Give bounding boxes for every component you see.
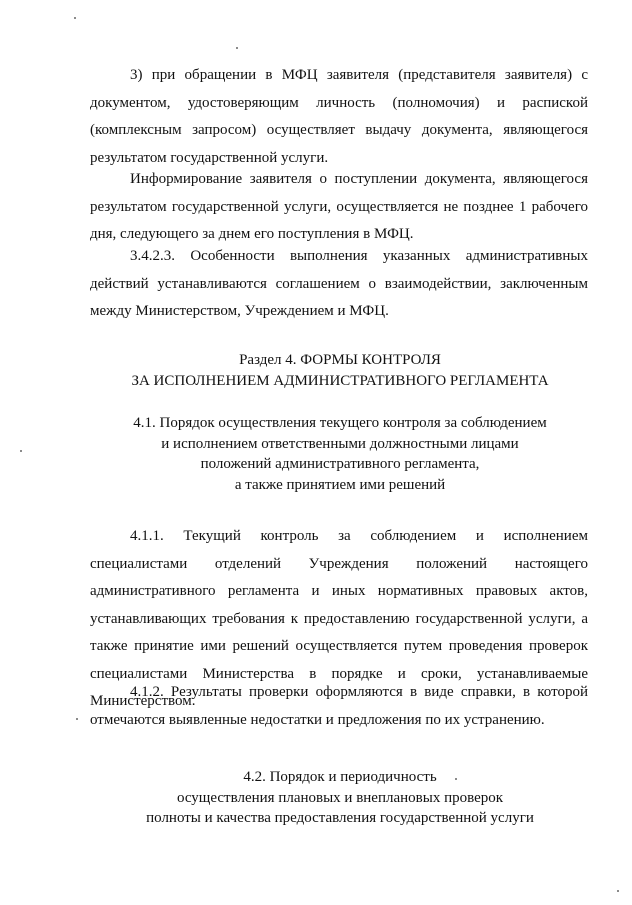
scan-speck <box>617 890 619 892</box>
paragraph-text: Информирование заявителя о поступлении документа, являющегося результатом государственной услуги, осуществляется не позднее 1 рабочего дня, следующего за днем его поступления в МФЦ. <box>90 171 588 242</box>
scan-speck <box>20 450 22 452</box>
scan-speck <box>74 17 76 19</box>
paragraph-text: 3) при обращении в МФЦ заявителя (представителя заявителя) с документом, удостоверяющим личность (полномочия) и распиской (комплексным запросом) осуществляет выдачу документа, являющегося результатом государственной услуги. <box>90 67 588 166</box>
subsection-4-1-line: и исполнением ответственными должностными лицами <box>161 435 519 452</box>
scan-speck <box>76 718 78 720</box>
subsection-4-2-line: полноты и качества предоставления государственной услуги <box>146 810 534 826</box>
subsection-4-1-line: 4.1. Порядок осуществления текущего контроля за соблюдением <box>133 415 547 431</box>
paragraph-text: 3.4.2.3. Особенности выполнения указанных административных действий устанавливаются соглашением о взаимодействии, заключенным между Министерством, Учреждением и МФЦ. <box>90 248 588 319</box>
subsection-4-1-heading <box>90 413 590 495</box>
scan-speck <box>455 778 457 780</box>
paragraph-3-4-2-3 <box>90 243 588 326</box>
subsection-4-1-line: а также принятием ими решений <box>234 476 446 493</box>
section-4-heading <box>90 350 590 391</box>
subsection-4-1-line: положений административного регламента, <box>200 456 480 472</box>
subsection-4-2-line: 4.2. Порядок и периодичность <box>243 769 437 785</box>
paragraph-text: 4.1.2. Результаты проверки оформляются в виде справки, в которой отмечаются выявленные недостатки и предложения по их устранению. <box>90 684 588 728</box>
paragraph-issuance <box>90 62 588 172</box>
paragraph-text: 4.1.1. Текущий контроль за соблюдением и исполнением специалистами отделений Учреждения положений настоящего административного регламента и иных нормативных правовых актов, устанавливающих требования к предоставлению государственной услуги, а также принятие ими решений осуществляется путем проведения проверок специалистами Министерства в порядке и сроки, устанавливаемые Министерством. <box>90 528 588 709</box>
paragraph-4-1-2 <box>90 679 588 734</box>
subsection-4-2-heading <box>90 767 590 829</box>
paragraph-informing <box>90 166 588 249</box>
section-4-title: Раздел 4. ФОРМЫ КОНТРОЛЯ <box>239 352 441 368</box>
subsection-4-2-line: осуществления плановых и внеплановых проверок <box>176 789 504 806</box>
section-4-subtitle: ЗА ИСПОЛНЕНИЕМ АДМИНИСТРАТИВНОГО РЕГЛАМЕНТА <box>131 372 549 389</box>
scan-speck <box>236 47 238 49</box>
